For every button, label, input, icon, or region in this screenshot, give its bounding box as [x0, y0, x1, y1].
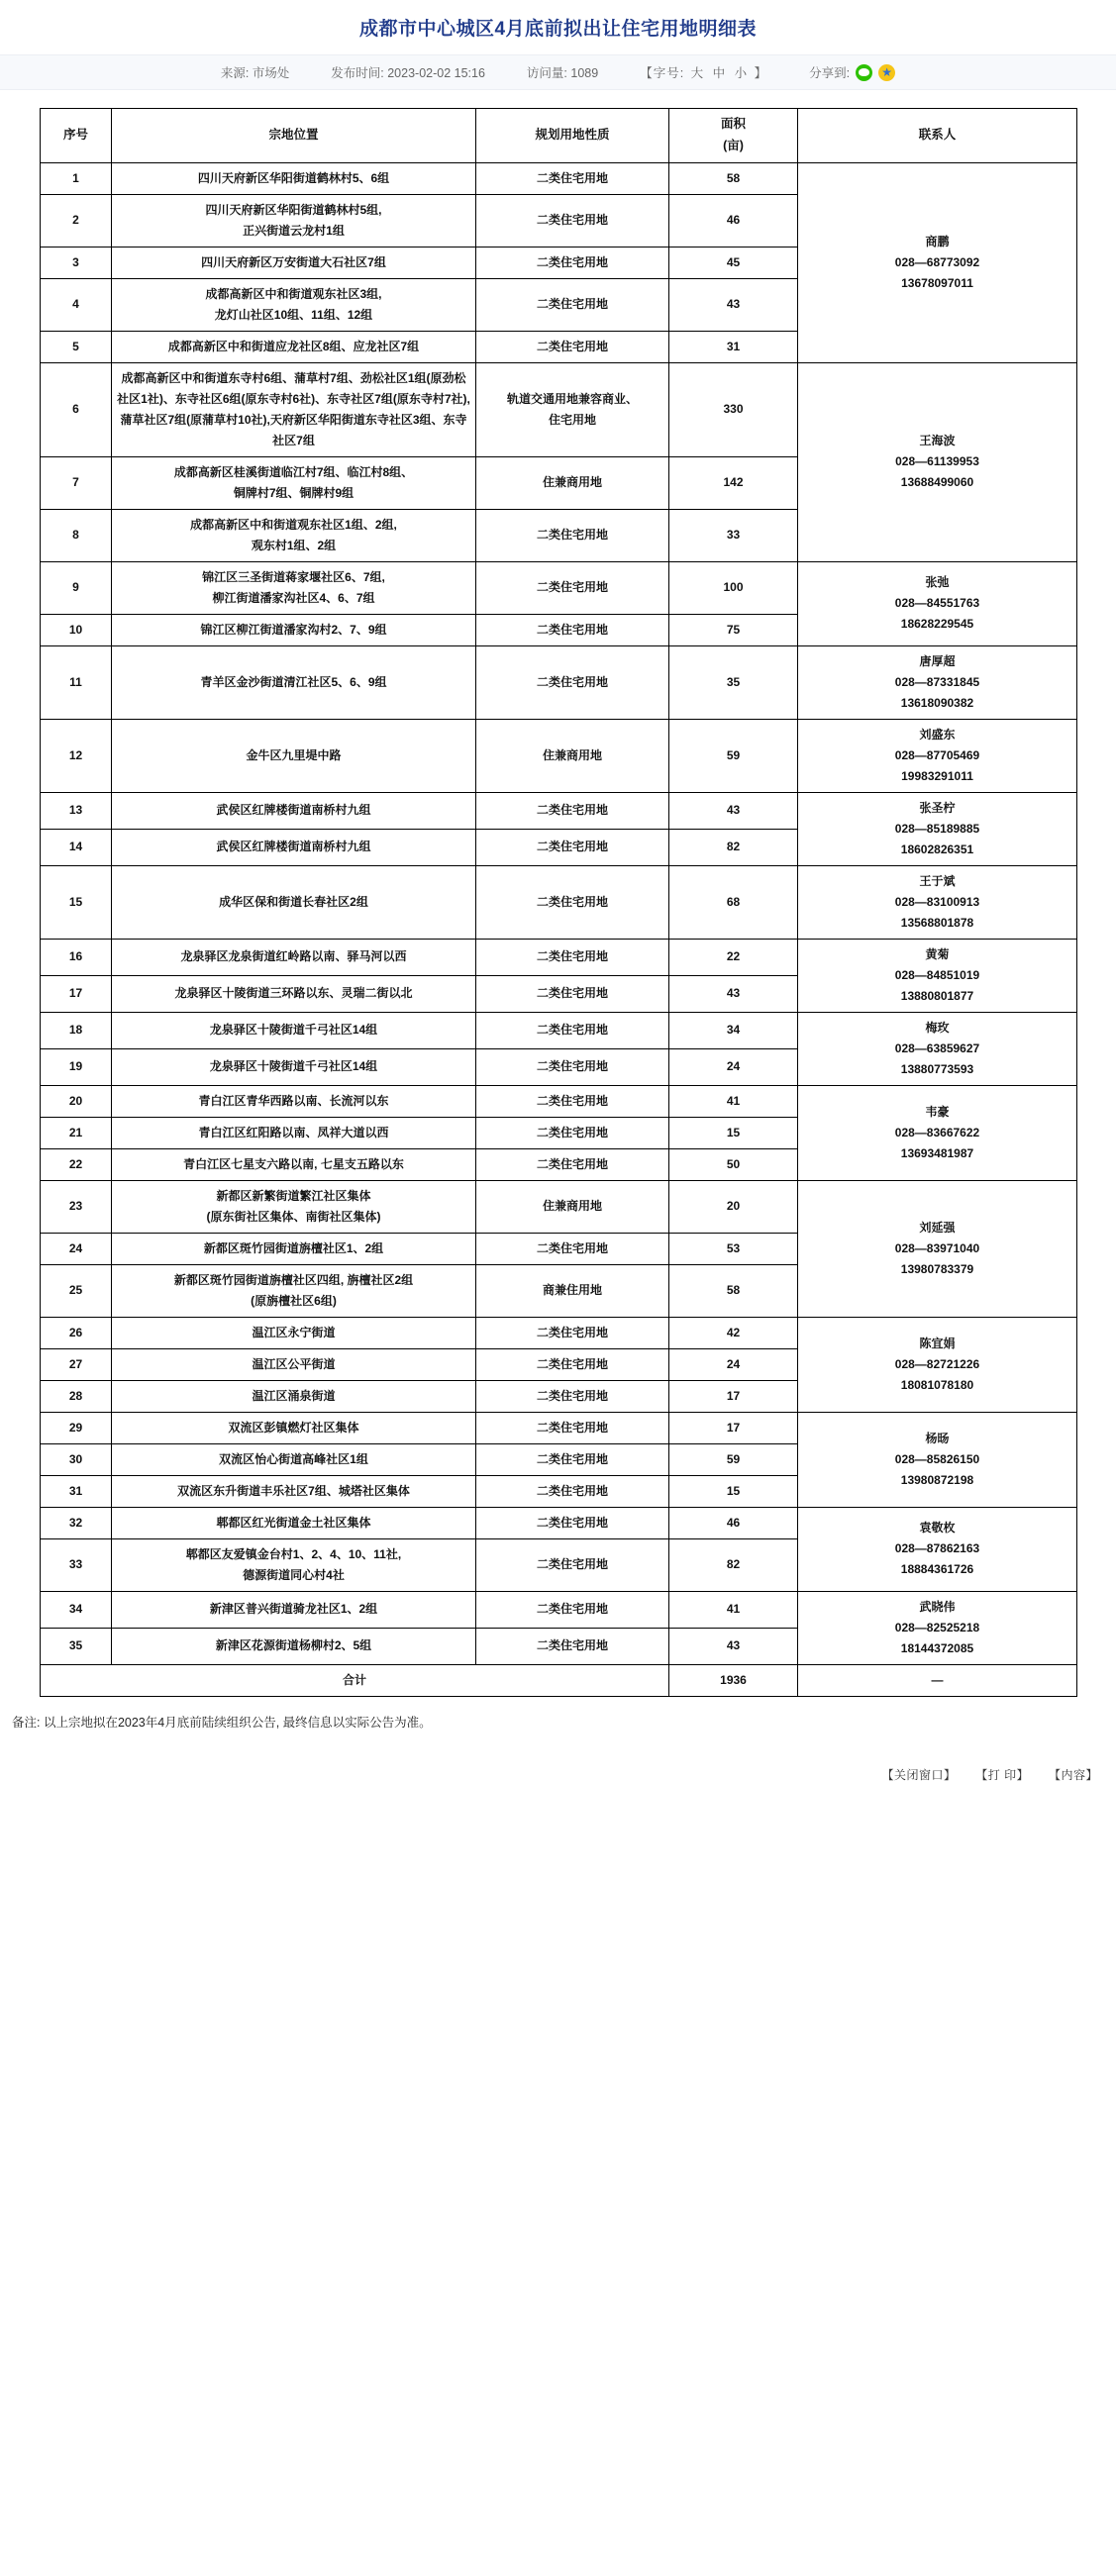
cell-no: 29 [41, 1412, 112, 1443]
table-row [41, 865, 1077, 939]
cell-type: 二类住宅用地 [476, 975, 669, 1012]
cell-location: 锦江区三圣街道蒋家堰社区6、7组, 柳江街道潘家沟社区4、6、7组 [112, 561, 476, 614]
cell-location: 郫都区友爱镇金台村1、2、4、10、11社, 德源街道同心村4社 [112, 1538, 476, 1591]
contact-phone-landline: 028—83667622 [894, 1125, 980, 1139]
cell-no: 16 [41, 939, 112, 975]
cell-no: 13 [41, 792, 112, 829]
cell-area: 68 [669, 865, 798, 939]
cell-no: 4 [41, 278, 112, 331]
contact-phone-landline: 028—63859627 [894, 1040, 980, 1055]
cell-no: 25 [41, 1264, 112, 1317]
cell-type: 轨道交通用地兼容商业、 住宅用地 [476, 362, 669, 456]
cell-type: 二类住宅用地 [476, 1012, 669, 1048]
contact-name: 梅玫 [925, 1020, 950, 1035]
cell-no: 27 [41, 1348, 112, 1380]
cell-location: 成华区保和街道长春社区2组 [112, 865, 476, 939]
cell-location: 双流区彭镇燃灯社区集体 [112, 1412, 476, 1443]
cell-type: 二类住宅用地 [476, 939, 669, 975]
contact-phone-mobile: 13880801877 [900, 988, 974, 1003]
cell-area: 43 [669, 792, 798, 829]
cell-no: 9 [41, 561, 112, 614]
contact-phone-mobile: 18081078180 [900, 1377, 974, 1392]
cell-type: 二类住宅用地 [476, 561, 669, 614]
cell-no: 11 [41, 645, 112, 719]
contact-phone-landline: 028—87862163 [894, 1541, 980, 1556]
cell-area: 59 [669, 1443, 798, 1475]
cell-area: 20 [669, 1180, 798, 1233]
cell-location: 青羊区金沙街道清江社区5、6、9组 [112, 645, 476, 719]
contact-name: 陈宜娟 [919, 1336, 956, 1350]
total-contact: — [798, 1664, 1077, 1696]
column-header-area [669, 109, 798, 163]
bottom-action-links [0, 1740, 1116, 1797]
contact-phone-landline: 028—85189885 [894, 821, 980, 836]
cell-type: 二类住宅用地 [476, 1233, 669, 1264]
content-button[interactable]: 【内容】 [1048, 1767, 1098, 1782]
cell-no: 19 [41, 1048, 112, 1085]
table-row [41, 719, 1077, 792]
contact-phone-landline: 028—82525218 [894, 1620, 980, 1635]
cell-area: 59 [669, 719, 798, 792]
table-body [41, 162, 1077, 1696]
cell-area: 45 [669, 247, 798, 278]
share-group [809, 63, 895, 81]
cell-location: 新都区新繁街道繁江社区集体 (原东街社区集体、南街社区集体) [112, 1180, 476, 1233]
cell-contact [798, 561, 1077, 645]
column-header-area-line2: (亩) [723, 138, 744, 152]
cell-type: 二类住宅用地 [476, 509, 669, 561]
cell-location: 双流区怡心街道高峰社区1组 [112, 1443, 476, 1475]
cell-area: 17 [669, 1412, 798, 1443]
column-header-type: 规划用地性质 [476, 109, 669, 163]
cell-type: 二类住宅用地 [476, 1117, 669, 1148]
contact-name: 黄菊 [925, 946, 950, 961]
cell-no: 32 [41, 1507, 112, 1538]
cell-contact [798, 865, 1077, 939]
contact-phone-landline: 028—85826150 [894, 1451, 980, 1466]
table-row [41, 362, 1077, 456]
total-label: 合计 [41, 1664, 669, 1696]
cell-location: 锦江区柳江街道潘家沟村2、7、9组 [112, 614, 476, 645]
contact-phone-landline: 028—83971040 [894, 1240, 980, 1255]
contact-phone-landline: 028—87331845 [894, 674, 980, 689]
contact-phone-mobile: 18884361726 [900, 1562, 974, 1577]
cell-type: 二类住宅用地 [476, 1628, 669, 1664]
cell-location: 新都区斑竹园街道旃檀社区1、2组 [112, 1233, 476, 1264]
cell-no: 17 [41, 975, 112, 1012]
contact-phone-mobile: 19983291011 [901, 768, 973, 783]
cell-no: 22 [41, 1148, 112, 1180]
cell-type: 二类住宅用地 [476, 1348, 669, 1380]
contact-phone-mobile: 13980783379 [900, 1261, 974, 1276]
cell-contact [798, 792, 1077, 865]
cell-location: 四川天府新区华阳街道鹤林村5组, 正兴街道云龙村1组 [112, 194, 476, 247]
cell-area: 58 [669, 162, 798, 194]
cell-contact [798, 1507, 1077, 1591]
column-header-area-line1: 面积 [720, 117, 746, 131]
cell-type: 二类住宅用地 [476, 331, 669, 362]
source-label: 来源: 市场处 [220, 66, 290, 80]
cell-no: 20 [41, 1085, 112, 1117]
cell-no: 5 [41, 331, 112, 362]
weibo-icon[interactable] [878, 64, 895, 81]
cell-no: 2 [41, 194, 112, 247]
cell-no: 3 [41, 247, 112, 278]
cell-type: 二类住宅用地 [476, 1591, 669, 1628]
cell-area: 24 [669, 1348, 798, 1380]
print-button[interactable]: 【打 印】 [975, 1767, 1030, 1782]
cell-location: 成都高新区中和街道应龙社区8组、应龙社区7组 [112, 331, 476, 362]
cell-location: 金牛区九里堤中路 [112, 719, 476, 792]
contact-name: 刘延强 [919, 1220, 956, 1235]
cell-area: 50 [669, 1148, 798, 1180]
contact-phone-mobile: 18144372085 [900, 1640, 974, 1655]
cell-area: 17 [669, 1380, 798, 1412]
cell-area: 41 [669, 1085, 798, 1117]
cell-location: 青白江区青华西路以南、长流河以东 [112, 1085, 476, 1117]
cell-location: 龙泉驿区十陵街道三环路以东、灵瑞二街以北 [112, 975, 476, 1012]
table-row [41, 645, 1077, 719]
close-window-button[interactable]: 【关闭窗口】 [881, 1767, 957, 1782]
cell-no: 35 [41, 1628, 112, 1664]
cell-no: 7 [41, 456, 112, 509]
cell-no: 8 [41, 509, 112, 561]
bottom-spacer [0, 1797, 1116, 1827]
total-area: 1936 [669, 1664, 798, 1696]
cell-contact [798, 1317, 1077, 1412]
contact-name: 王海波 [919, 434, 956, 448]
cell-location: 成都高新区中和街道东寺村6组、蒲草村7组、劲松社区1组(原劲松社区1社)、东寺社区6组(原东寺村6社)、东寺社区7组(原东寺村7社),蒲草社区7组(原蒲草村10社),天府新区华阳街道东寺社区3组、东寺社区7组 [112, 362, 476, 456]
table-row [41, 162, 1077, 194]
table-head [41, 109, 1077, 163]
cell-type: 二类住宅用地 [476, 1085, 669, 1117]
cell-contact [798, 1180, 1077, 1317]
cell-contact [798, 1591, 1077, 1664]
cell-no: 26 [41, 1317, 112, 1348]
contact-phone-landline: 028—84851019 [894, 967, 980, 982]
cell-type: 二类住宅用地 [476, 865, 669, 939]
cell-area: 43 [669, 975, 798, 1012]
cell-no: 1 [41, 162, 112, 194]
table-row [41, 1412, 1077, 1443]
contact-name: 张弛 [925, 575, 950, 590]
cell-type: 二类住宅用地 [476, 194, 669, 247]
contact-phone-mobile: 13880773593 [900, 1061, 974, 1076]
publish-time-label: 发布时间: 2023-02-02 15:16 [331, 66, 485, 80]
cell-type: 二类住宅用地 [476, 1148, 669, 1180]
table-header-row [41, 109, 1077, 163]
cell-contact [798, 645, 1077, 719]
cell-no: 6 [41, 362, 112, 456]
cell-contact [798, 162, 1077, 362]
cell-location: 成都高新区中和街道观东社区1组、2组, 观东村1组、2组 [112, 509, 476, 561]
contact-phone-mobile: 13980872198 [900, 1472, 974, 1487]
cell-location: 新津区花源街道杨柳村2、5组 [112, 1628, 476, 1664]
contact-phone-mobile: 13688499060 [900, 475, 974, 490]
column-header-contact: 联系人 [798, 109, 1077, 163]
contact-phone-landline: 028—61139953 [895, 454, 979, 469]
cell-location: 温江区公平街道 [112, 1348, 476, 1380]
cell-area: 100 [669, 561, 798, 614]
cell-location: 武侯区红牌楼街道南桥村九组 [112, 792, 476, 829]
font-size-medium-button[interactable]: 中 [712, 66, 727, 80]
land-parcel-table [40, 108, 1077, 1697]
cell-area: 15 [669, 1117, 798, 1148]
table-row [41, 1012, 1077, 1048]
column-header-location: 宗地位置 [112, 109, 476, 163]
cell-area: 46 [669, 194, 798, 247]
cell-no: 18 [41, 1012, 112, 1048]
cell-no: 30 [41, 1443, 112, 1475]
contact-name: 商鹏 [925, 234, 950, 248]
cell-contact [798, 719, 1077, 792]
cell-no: 15 [41, 865, 112, 939]
cell-location: 温江区涌泉街道 [112, 1380, 476, 1412]
wechat-icon[interactable] [856, 64, 872, 81]
cell-contact [798, 1012, 1077, 1085]
font-size-prefix: 【字号: [640, 66, 685, 80]
cell-type: 二类住宅用地 [476, 1380, 669, 1412]
cell-location: 双流区东升街道丰乐社区7组、城塔社区集体 [112, 1475, 476, 1507]
contact-name: 武晓伟 [919, 1599, 956, 1614]
cell-location: 龙泉驿区十陵街道千弓社区14组 [112, 1012, 476, 1048]
cell-area: 34 [669, 1012, 798, 1048]
cell-location: 成都高新区中和街道观东社区3组, 龙灯山社区10组、11组、12组 [112, 278, 476, 331]
view-count-label: 访问量: 1089 [526, 66, 599, 80]
cell-type: 二类住宅用地 [476, 614, 669, 645]
cell-type: 二类住宅用地 [476, 1443, 669, 1475]
table-row [41, 939, 1077, 975]
cell-area: 15 [669, 1475, 798, 1507]
table-row [41, 1507, 1077, 1538]
page-title: 成都市中心城区4月底前拟出让住宅用地明细表 [358, 19, 758, 40]
cell-area: 46 [669, 1507, 798, 1538]
contact-phone-landline: 028—84551763 [894, 596, 980, 611]
cell-area: 82 [669, 1538, 798, 1591]
cell-type: 二类住宅用地 [476, 1048, 669, 1085]
cell-location: 四川天府新区万安街道大石社区7组 [112, 247, 476, 278]
font-size-large-button[interactable]: 大 [690, 66, 705, 80]
cell-area: 33 [669, 509, 798, 561]
contact-phone-mobile: 13678097011 [901, 275, 973, 290]
cell-area: 142 [669, 456, 798, 509]
cell-location: 龙泉驿区龙泉街道红岭路以南、驿马河以西 [112, 939, 476, 975]
contact-phone-mobile: 13568801878 [900, 915, 974, 930]
cell-area: 43 [669, 278, 798, 331]
cell-location: 成都高新区桂溪街道临江村7组、临江村8组、 铜牌村7组、铜牌村9组 [112, 456, 476, 509]
cell-type: 商兼住用地 [476, 1264, 669, 1317]
table-row [41, 1180, 1077, 1233]
cell-location: 四川天府新区华阳街道鹤林村5、6组 [112, 162, 476, 194]
contact-name: 袁敬枚 [919, 1521, 956, 1536]
cell-area: 43 [669, 1628, 798, 1664]
cell-contact [798, 939, 1077, 1012]
cell-contact [798, 362, 1077, 561]
table-row [41, 1317, 1077, 1348]
contact-phone-landline: 028—68773092 [894, 254, 980, 269]
contact-phone-landline: 028—87705469 [894, 747, 980, 762]
cell-no: 23 [41, 1180, 112, 1233]
table-row [41, 1591, 1077, 1628]
column-header-no: 序号 [41, 109, 112, 163]
table-row [41, 1085, 1077, 1117]
cell-no: 24 [41, 1233, 112, 1264]
meta-bar [0, 54, 1116, 90]
cell-location: 郫都区红光街道金土社区集体 [112, 1507, 476, 1538]
cell-area: 24 [669, 1048, 798, 1085]
contact-name: 刘盛东 [919, 727, 956, 742]
cell-location: 温江区永宁街道 [112, 1317, 476, 1348]
cell-type: 二类住宅用地 [476, 162, 669, 194]
cell-type: 二类住宅用地 [476, 1475, 669, 1507]
table-container [0, 90, 1116, 1697]
cell-type: 二类住宅用地 [476, 1538, 669, 1591]
cell-no: 31 [41, 1475, 112, 1507]
table-total-row [41, 1664, 1077, 1696]
cell-type: 二类住宅用地 [476, 1507, 669, 1538]
cell-area: 58 [669, 1264, 798, 1317]
cell-contact [798, 1085, 1077, 1180]
cell-area: 42 [669, 1317, 798, 1348]
cell-no: 33 [41, 1538, 112, 1591]
cell-location: 武侯区红牌楼街道南桥村九组 [112, 829, 476, 865]
cell-type: 二类住宅用地 [476, 792, 669, 829]
cell-type: 二类住宅用地 [476, 1317, 669, 1348]
cell-area: 75 [669, 614, 798, 645]
remark-note: 备注: 以上宗地拟在2023年4月底前陆续组织公告, 最终信息以实际公告为准。 [12, 1715, 432, 1730]
cell-location: 龙泉驿区十陵街道千弓社区14组 [112, 1048, 476, 1085]
cell-no: 28 [41, 1380, 112, 1412]
contact-name: 王于斌 [919, 873, 956, 888]
cell-type: 住兼商用地 [476, 719, 669, 792]
cell-location: 青白江区七星支六路以南, 七星支五路以东 [112, 1148, 476, 1180]
cell-no: 21 [41, 1117, 112, 1148]
cell-area: 31 [669, 331, 798, 362]
font-size-switcher [640, 63, 767, 81]
contact-name: 唐厚超 [919, 653, 956, 668]
contact-phone-landline: 028—82721226 [894, 1356, 980, 1371]
cell-no: 14 [41, 829, 112, 865]
cell-area: 22 [669, 939, 798, 975]
table-row [41, 792, 1077, 829]
cell-area: 82 [669, 829, 798, 865]
cell-area: 41 [669, 1591, 798, 1628]
contact-name: 韦豪 [925, 1104, 950, 1119]
cell-area: 35 [669, 645, 798, 719]
share-label: 分享到: [809, 66, 851, 80]
cell-type: 住兼商用地 [476, 1180, 669, 1233]
cell-type: 二类住宅用地 [476, 645, 669, 719]
cell-location: 青白江区红阳路以南、凤祥大道以西 [112, 1117, 476, 1148]
contact-phone-mobile: 18602826351 [900, 842, 974, 856]
cell-type: 二类住宅用地 [476, 1412, 669, 1443]
contact-phone-mobile: 18628229545 [900, 617, 974, 632]
cell-type: 二类住宅用地 [476, 829, 669, 865]
cell-no: 12 [41, 719, 112, 792]
contact-phone-landline: 028—83100913 [894, 894, 980, 909]
cell-location: 新津区普兴街道骑龙社区1、2组 [112, 1591, 476, 1628]
contact-phone-mobile: 13618090382 [900, 695, 974, 710]
cell-type: 住兼商用地 [476, 456, 669, 509]
font-size-suffix: 】 [754, 66, 768, 80]
cell-area: 53 [669, 1233, 798, 1264]
font-size-small-button[interactable]: 小 [734, 66, 749, 80]
cell-no: 10 [41, 614, 112, 645]
contact-phone-mobile: 13693481987 [900, 1145, 974, 1160]
cell-location: 新都区斑竹园街道旃檀社区四组, 旃檀社区2组 (原旃檀社区6组) [112, 1264, 476, 1317]
cell-type: 二类住宅用地 [476, 278, 669, 331]
cell-no: 34 [41, 1591, 112, 1628]
contact-name: 张圣柠 [919, 800, 956, 815]
cell-type: 二类住宅用地 [476, 247, 669, 278]
contact-name: 杨旸 [925, 1431, 950, 1445]
table-row [41, 561, 1077, 614]
cell-contact [798, 1412, 1077, 1507]
cell-area: 330 [669, 362, 798, 456]
